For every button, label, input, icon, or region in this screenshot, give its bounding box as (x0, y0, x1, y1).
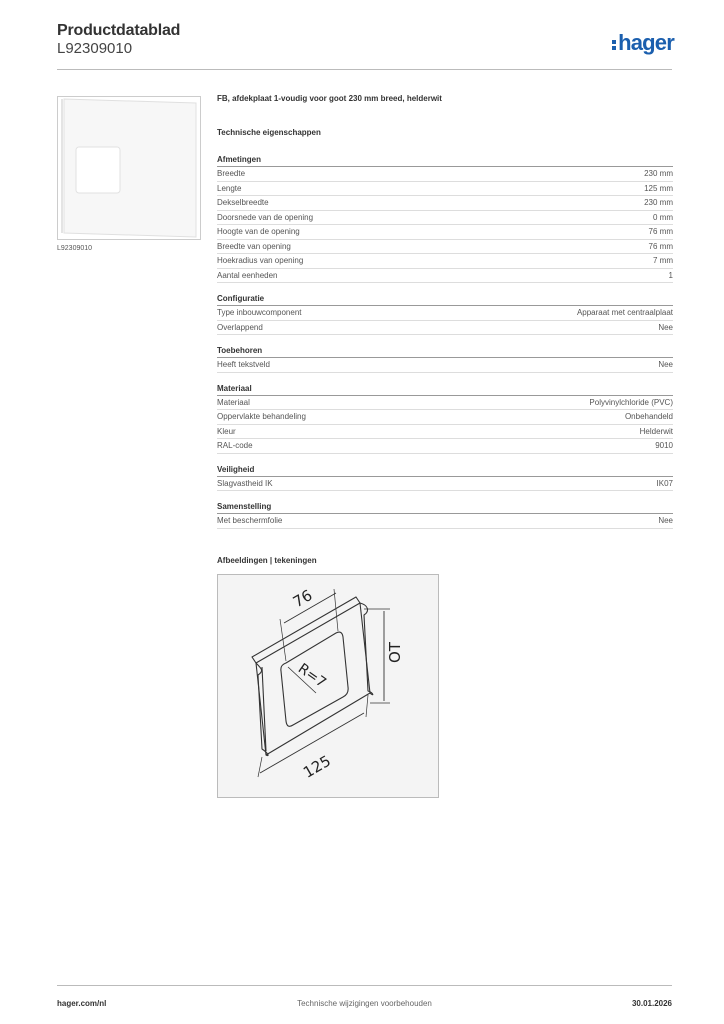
section-afmetingen (217, 154, 673, 283)
header-divider (57, 69, 672, 70)
tech-properties-heading: Technische eigenschappen (217, 128, 321, 137)
spec-value: Nee (658, 360, 673, 369)
section-samenstelling (217, 501, 673, 529)
spec-row (217, 514, 673, 529)
spec-label: Hoogte van de opening (217, 227, 300, 236)
spec-value: 76 mm (648, 241, 673, 251)
thumbnail-caption: L92309010 (57, 245, 93, 252)
spec-row (217, 196, 673, 211)
spec-row (217, 240, 673, 255)
spec-value: Nee (658, 322, 673, 332)
spec-label: Oppervlakte behandeling (217, 412, 306, 421)
section-configuratie (217, 293, 673, 335)
spec-label: Type inbouwcomponent (217, 308, 302, 317)
spec-value: 230 mm (644, 169, 673, 178)
spec-label: RAL-code (217, 441, 253, 450)
spec-value: Apparaat met centraalplaat (576, 308, 673, 317)
section-title: Materiaal (217, 383, 673, 396)
product-specs (217, 94, 673, 539)
dim-radius-label: R=7 (294, 660, 329, 692)
hager-logo (612, 30, 674, 56)
spec-label: Dekselbreedte (217, 198, 269, 207)
spec-label: Breedte van opening (217, 241, 291, 251)
spec-value: 76 mm (648, 227, 673, 236)
footer-website-link[interactable]: hager.com/nl (57, 999, 107, 1008)
section-veiligheid (217, 464, 673, 492)
spec-row (217, 211, 673, 226)
section-title: Samenstelling (217, 501, 673, 514)
product-thumbnail (57, 96, 201, 240)
spec-row (217, 396, 673, 411)
spec-value: 9010 (655, 441, 673, 450)
spec-value: Polyvinylchloride (PVC) (589, 397, 673, 407)
spec-row (217, 410, 673, 425)
product-code: L92309010 (57, 40, 133, 57)
spec-row (217, 254, 673, 269)
cover-plate-image (58, 97, 200, 239)
dim-width-label: 76 (289, 586, 316, 612)
spec-row (217, 321, 673, 336)
spec-value: Nee (658, 516, 673, 525)
spec-value: Helderwit (639, 426, 673, 436)
spec-row (217, 269, 673, 284)
spec-value: 125 mm (644, 183, 673, 193)
spec-label: Hoekradius van opening (217, 256, 304, 265)
dimension-drawing-svg (218, 575, 438, 797)
spec-row (217, 225, 673, 240)
spec-row (217, 425, 673, 440)
product-description: FB, afdekplaat 1-voudig voor goot 230 mm breed, helderwit (217, 94, 442, 103)
footer (57, 985, 672, 1010)
spec-row (217, 477, 673, 492)
spec-value: Onbehandeld (624, 412, 673, 421)
spec-label: Overlappend (217, 322, 263, 332)
spec-label: Breedte (217, 169, 246, 178)
spec-label: Kleur (217, 426, 236, 436)
spec-label: Met beschermfolie (217, 516, 283, 525)
dim-length-label: 125 (300, 751, 334, 782)
drawings-heading: Afbeeldingen | tekeningen (217, 556, 317, 565)
section-title: Configuratie (217, 293, 673, 306)
spec-row (217, 182, 673, 197)
spec-label: Heeft tekstveld (217, 360, 270, 369)
footer-date: 30.01.2026 (631, 999, 672, 1008)
spec-label: Doorsnede van de opening (217, 212, 314, 222)
logo-dots-icon (612, 30, 617, 56)
spec-row (217, 306, 673, 321)
spec-row (217, 439, 673, 454)
dim-length-ext2 (366, 695, 368, 717)
spec-row (217, 358, 673, 373)
section-title: Toebehoren (217, 345, 673, 358)
dim-length-ext1 (258, 757, 262, 777)
footer-notice: Technische wijzigingen voorbehouden (297, 999, 432, 1008)
technical-drawing (217, 574, 439, 798)
spec-value: IK07 (656, 478, 673, 488)
spec-row (217, 167, 673, 182)
section-toebehoren (217, 345, 673, 373)
spec-value: 230 mm (644, 198, 673, 207)
page-title: Productdatablad (57, 22, 181, 39)
dim-height-label: OT (386, 642, 404, 663)
spec-value: 7 mm (653, 256, 673, 265)
spec-label: Slagvastheid IK (217, 478, 273, 488)
logo-text: hager (618, 30, 674, 55)
spec-label: Aantal eenheden (217, 270, 278, 280)
section-materiaal (217, 383, 673, 454)
dim-width-ext2 (334, 589, 338, 631)
spec-label: Materiaal (217, 397, 250, 407)
section-title: Afmetingen (217, 154, 673, 167)
spec-value: 0 mm (653, 212, 673, 222)
section-title: Veiligheid (217, 464, 673, 477)
spec-value: 1 (668, 270, 673, 280)
spec-label: Lengte (217, 183, 242, 193)
